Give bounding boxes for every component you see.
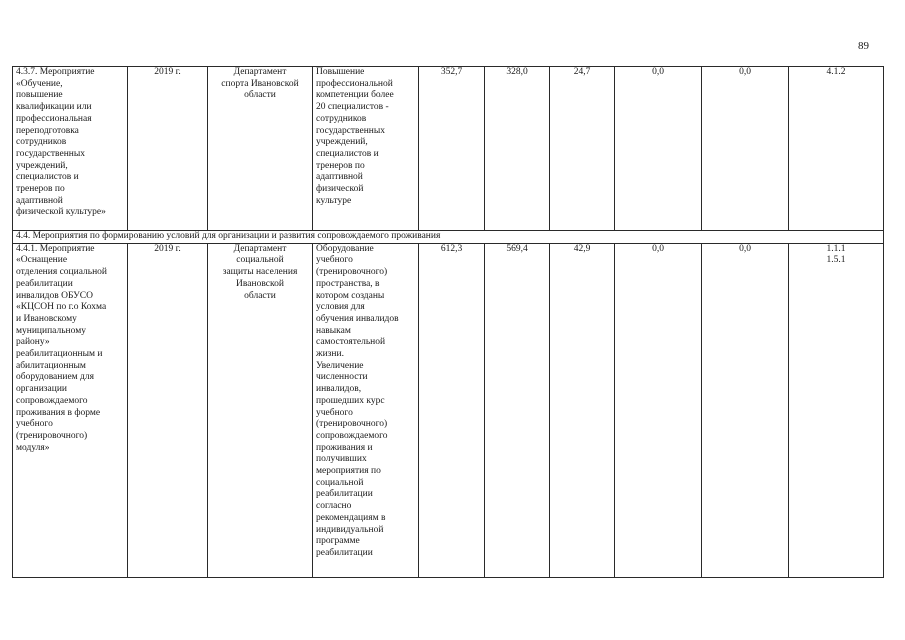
value-cell: 0,0 — [615, 67, 702, 231]
value-cell: 612,3 — [419, 243, 485, 577]
value-cell: 0,0 — [615, 243, 702, 577]
program-measures-table — [12, 66, 884, 578]
value-cell: 24,7 — [550, 67, 615, 231]
executor-cell: Департамент социальной защиты населения Ивановской области — [208, 243, 313, 577]
value-cell: 0,0 — [702, 243, 789, 577]
page-number: 89 — [858, 40, 869, 52]
event-cell: 4.4.1. Мероприятие «Оснащение отделения социальной реабилитации инвалидов ОБУСО «КЦСОН по г.о Кохма и Ивановскому муниципальному району» реабилитационным и абилитационным оборудованием для организации сопровождаемого проживания в форме учебного (тренировочного) модуля» — [13, 243, 128, 577]
result-cell: Повышение профессиональной компетенции более 20 специалистов - сотрудников государственных учреждений, специалистов и тренеров по адаптивной физической культуре — [313, 67, 419, 231]
table-row — [13, 243, 884, 577]
table-row — [13, 67, 884, 231]
executor-cell: Департамент спорта Ивановской области — [208, 67, 313, 231]
result-cell: Оборудование учебного (тренировочного) пространства, в котором созданы условия для обучения инвалидов навыкам самостоятельной жизни. Увеличение численности инвалидов, прошедших курс учебного (тренировочного) сопровождаемого проживания и получивших мероприятия по социальной реабилитации согласно рекомендациям в индивидуальной программе реабилитации — [313, 243, 419, 577]
event-cell: 4.3.7. Мероприятие «Обучение, повышение квалификации или профессиональная переподготовка сотрудников государственных учреждений, специалистов и тренеров по адаптивной физической культуре» — [13, 67, 128, 231]
indicator-cell: 4.1.2 — [789, 67, 884, 231]
section-header-row — [13, 231, 884, 244]
value-cell: 42,9 — [550, 243, 615, 577]
section-title: 4.4. Мероприятия по формированию условий для организации и развития сопровождаемого проживания — [13, 231, 884, 244]
value-cell: 352,7 — [419, 67, 485, 231]
indicator-cell: 1.1.1 1.5.1 — [789, 243, 884, 577]
value-cell: 569,4 — [485, 243, 550, 577]
value-cell: 328,0 — [485, 67, 550, 231]
year-cell: 2019 г. — [128, 243, 208, 577]
value-cell: 0,0 — [702, 67, 789, 231]
year-cell: 2019 г. — [128, 67, 208, 231]
